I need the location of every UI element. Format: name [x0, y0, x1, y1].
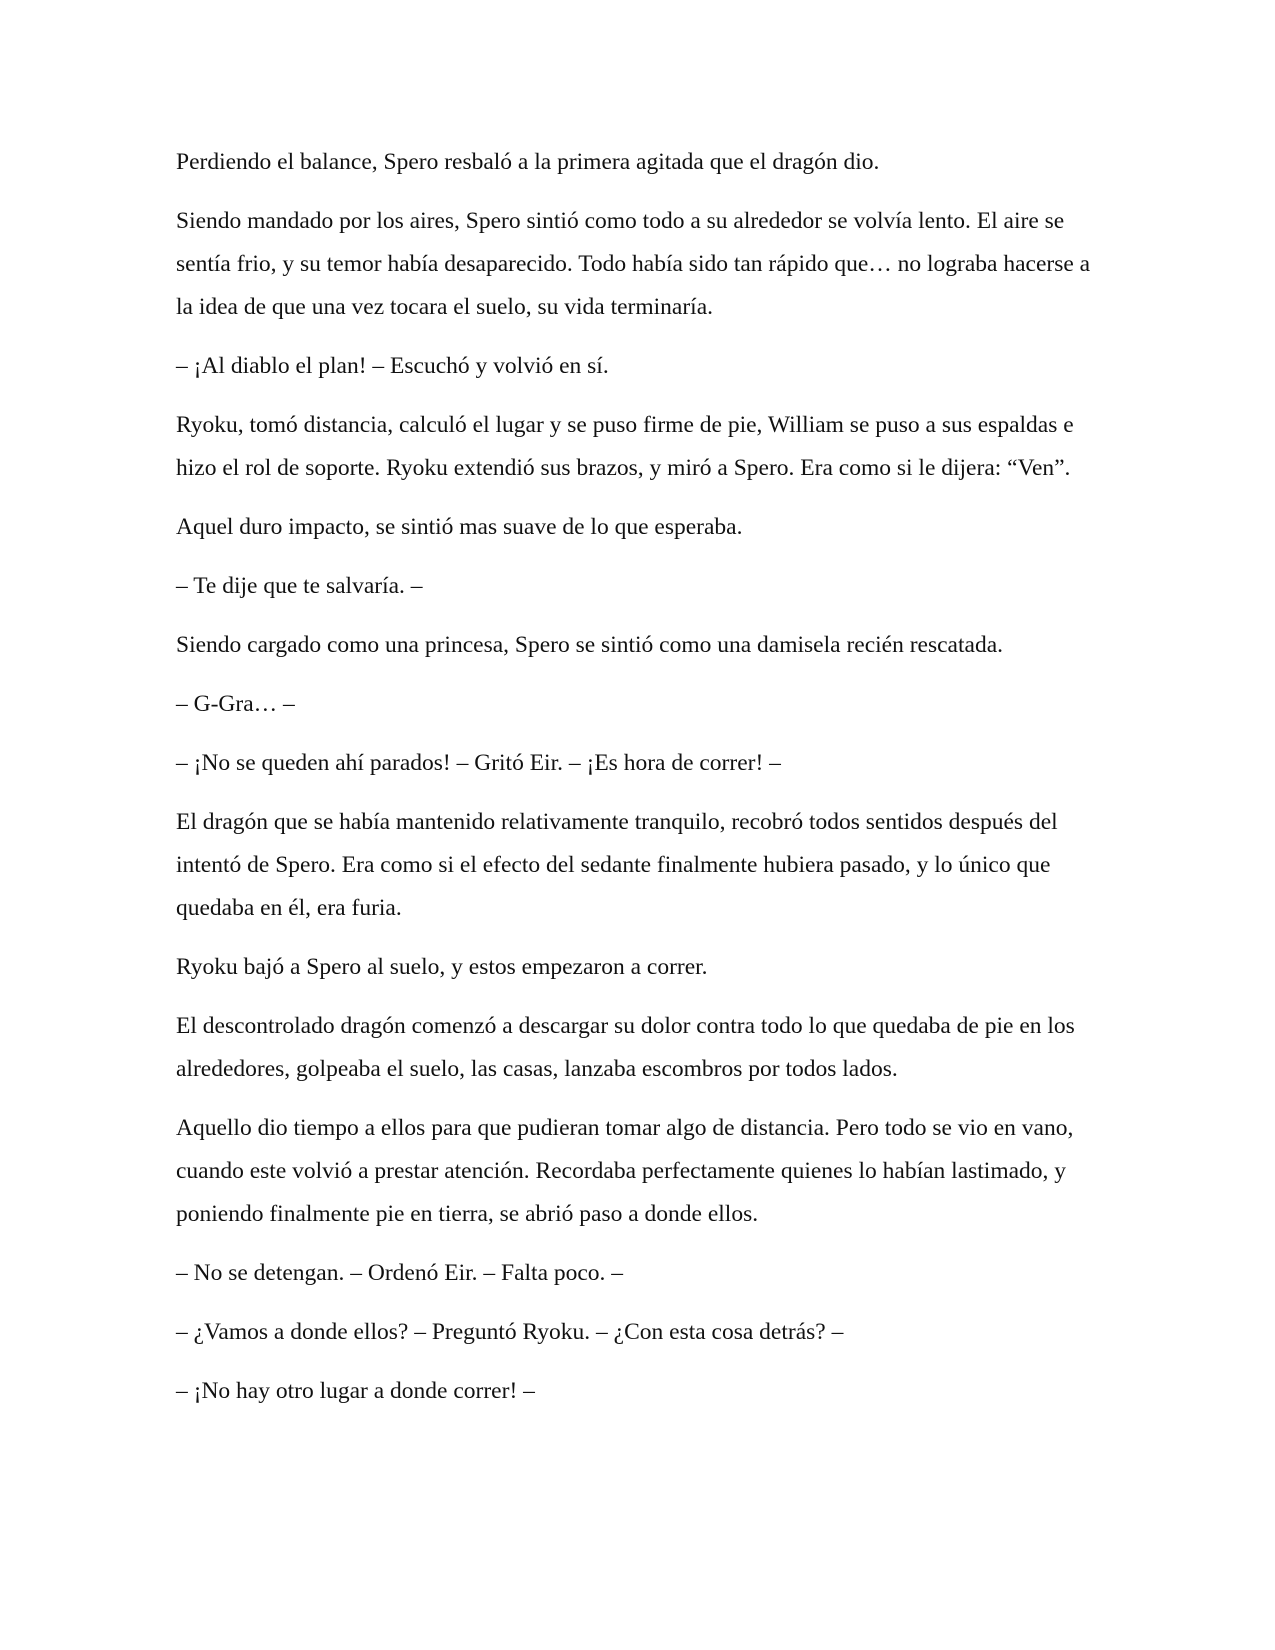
body-text — [176, 141, 1101, 1429]
paragraph: Ryoku, tomó distancia, calculó el lugar y se puso firme de pie, William se puso a sus espaldas e hizo el rol de soporte. Ryoku extendió sus brazos, y miró a Spero. Era como si le dijera: “Ven”. — [176, 412, 1074, 481]
paragraph: Ryoku bajó a Spero al suelo, y estos empezaron a correr. — [176, 954, 708, 980]
dialogue-line: – Te dije que te salvaría. – — [176, 573, 423, 599]
dialogue-line: – ¡No hay otro lugar a donde correr! – — [176, 1378, 535, 1404]
dialogue-line: – ¡No se queden ahí parados! – Gritó Eir. – ¡Es hora de correr! – — [176, 750, 781, 776]
paragraph: Siendo mandado por los aires, Spero sintió como todo a su alrededor se volvía lento. El aire se sentía frio, y su temor había desaparecido. Todo había sido tan rápido que… no lograba hacerse a la idea de que una vez tocara el suelo, su vida terminaría. — [176, 208, 1091, 320]
dialogue-line: – G-Gra… – — [176, 691, 295, 717]
dialogue-line: – No se detengan. – Ordenó Eir. – Falta poco. – — [176, 1260, 624, 1286]
paragraph: Aquello dio tiempo a ellos para que pudieran tomar algo de distancia. Pero todo se vio en vano, cuando este volvió a prestar atención. Recordaba perfectamente quienes lo habían lastimado, y poniendo finalmente pie en tierra, se abrió paso a donde ellos. — [176, 1115, 1074, 1227]
paragraph: Perdiendo el balance, Spero resbaló a la primera agitada que el dragón dio. — [176, 149, 880, 175]
paragraph: El descontrolado dragón comenzó a descargar su dolor contra todo lo que quedaba de pie en los alrededores, golpeaba el suelo, las casas, lanzaba escombros por todos lados. — [176, 1013, 1075, 1082]
dialogue-line: – ¡Al diablo el plan! – Escuchó y volvió en sí. — [176, 353, 609, 379]
paragraph: El dragón que se había mantenido relativamente tranquilo, recobró todos sentidos después del intentó de Spero. Era como si el efecto del sedante finalmente hubiera pasado, y lo único que quedaba en él, era furia. — [176, 809, 1058, 921]
dialogue-line: – ¿Vamos a donde ellos? – Preguntó Ryoku. – ¿Con esta cosa detrás? – — [176, 1319, 844, 1345]
paragraph: Siendo cargado como una princesa, Spero se sintió como una damisela recién rescatada. — [176, 632, 1003, 658]
paragraph: Aquel duro impacto, se sintió mas suave de lo que esperaba. — [176, 514, 743, 540]
